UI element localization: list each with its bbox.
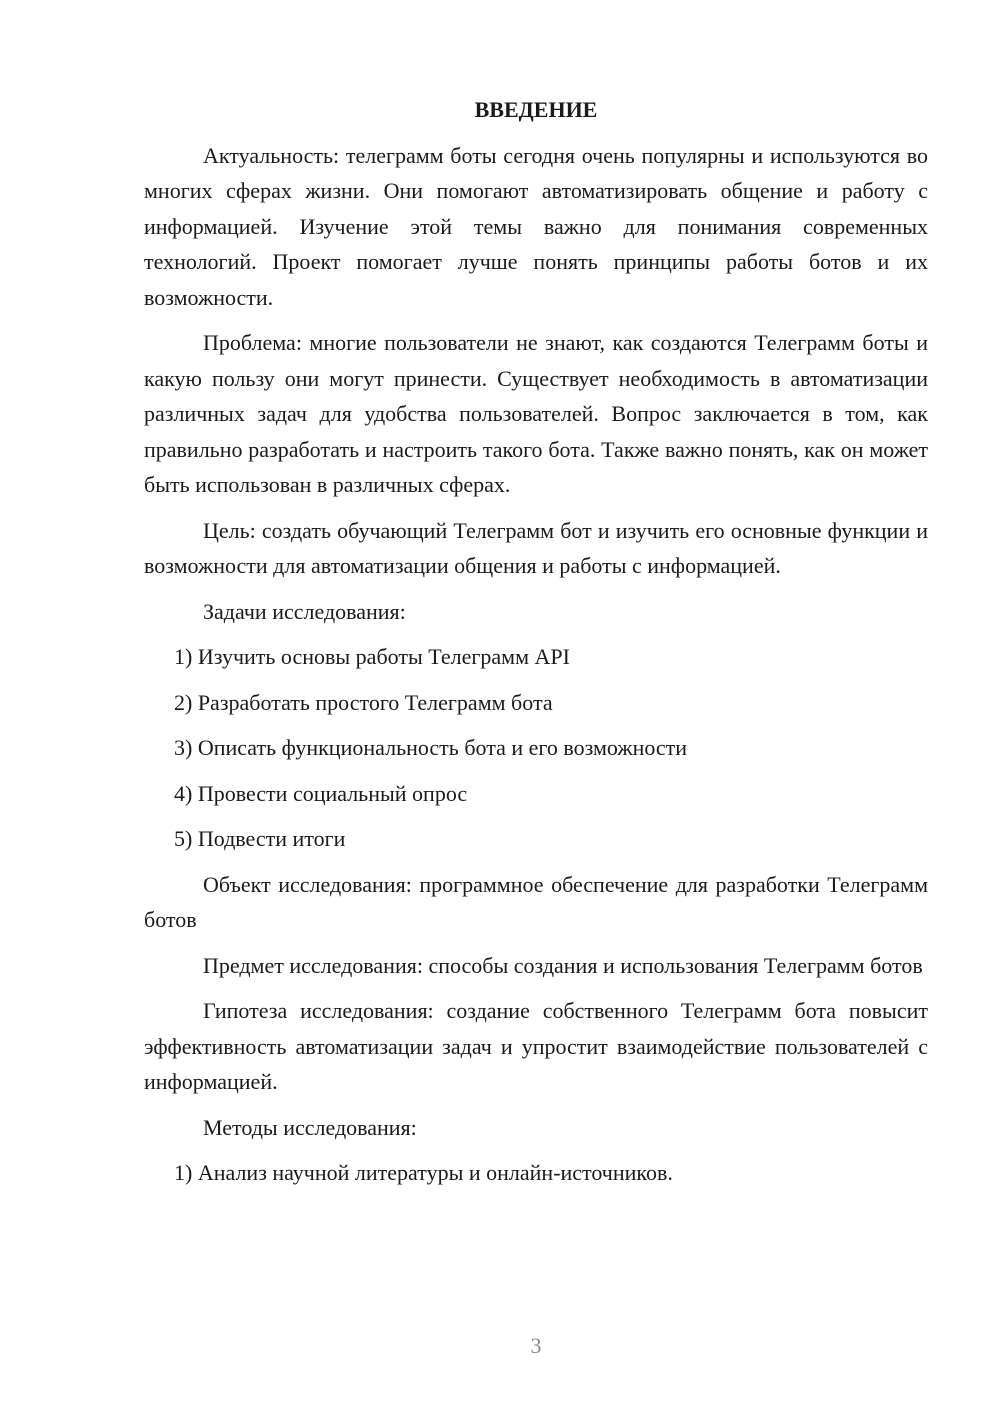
tasks-list xyxy=(144,639,928,857)
list-item: 2) Разработать простого Телеграмм бота xyxy=(174,689,553,715)
relevance-paragraph: Актуальность: телеграмм боты сегодня очень популярны и используются во многих сферах жизни. Они помогают автоматизировать общение и работу с информацией. Изучение этой темы важно для понимания современных технологий. Проект помогает лучше понять принципы работы ботов и их возможности. xyxy=(144,142,928,310)
list-item: 3) Описать функциональность бота и его возможности xyxy=(174,735,688,760)
object-paragraph: Объект исследования: программное обеспечение для разработки Телеграмм ботов xyxy=(144,871,928,932)
list-item: 4) Провести социальный опрос xyxy=(174,780,468,806)
list-item: 1) Анализ научной литературы и онлайн-источников. xyxy=(174,1160,673,1185)
subject-paragraph: Предмет исследования: способы создания и использования Телеграмм ботов xyxy=(203,952,923,978)
tasks-heading: Задачи исследования: xyxy=(203,598,406,624)
document-page xyxy=(144,92,928,1201)
goal-paragraph: Цель: создать обучающий Телеграмм бот и изучить его основные функции и возможности для автоматизации общения и работы с информацией. xyxy=(144,517,928,578)
section-title: ВВЕДЕНИЕ xyxy=(474,97,598,122)
list-item: 5) Подвести итоги xyxy=(174,826,346,851)
hypothesis-paragraph: Гипотеза исследования: создание собственного Телеграмм бота повысит эффективность автоматизации задач и упростит взаимодействие пользователей с информацией. xyxy=(144,998,928,1094)
methods-list xyxy=(144,1155,928,1191)
list-item: 1) Изучить основы работы Телеграмм API xyxy=(174,644,570,669)
methods-heading: Методы исследования: xyxy=(203,1114,417,1140)
problem-paragraph: Проблема: многие пользователи не знают, как создаются Телеграмм боты и какую пользу они могут принести. Существует необходимость в автоматизации различных задач для удобства пользователей. Вопрос заключается в том, как правильно разработать и настроить такого бота. Также важно понять, как он может быть использован в различных сферах. xyxy=(144,330,928,497)
page-number: 3 xyxy=(530,1333,542,1358)
